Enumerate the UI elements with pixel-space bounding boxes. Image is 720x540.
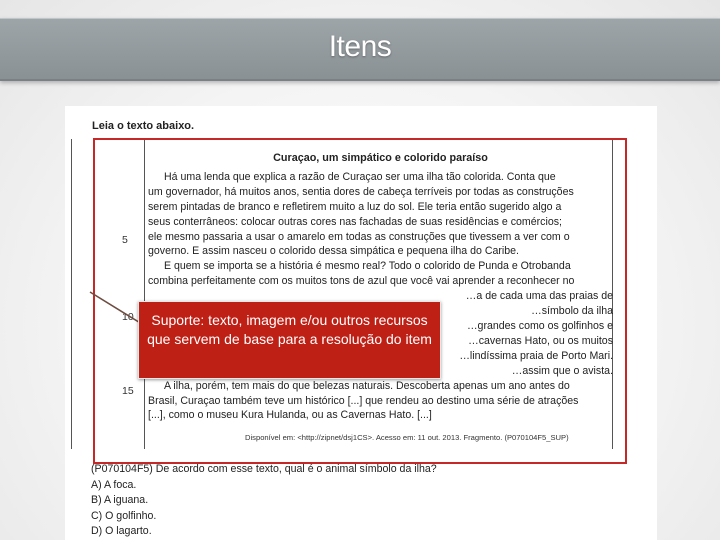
support-callout <box>138 301 441 379</box>
passage-line: ele mesmo passaria a usar o amarelo em todas as construções que tivessem a ver com o <box>148 230 570 243</box>
answer-option-c: C) O golfinho. <box>91 509 157 522</box>
question-stem: (P070104F5) De acordo com esse texto, qual é o animal símbolo da ilha? <box>91 463 437 475</box>
passage-line-partial: …a de cada uma das praias de <box>465 290 613 303</box>
answer-option-a: A) A foca. <box>91 478 137 491</box>
passage-line: combina perfeitamente com os muitos tons de azul que você vai aprender a reconhecer no <box>148 275 575 288</box>
callout-text: : texto, imagem e/ou outros recursos que servem de base para a resolução do item <box>147 312 432 347</box>
passage-line: um governador, há muitos anos, sentia dores de cabeça terríveis por todas as construções <box>148 185 574 198</box>
passage-line-partial: …grandes como os golfinhos e <box>466 319 613 332</box>
passage-line-partial: …símbolo da ilha <box>531 305 613 318</box>
passage-line: Há uma lenda que explica a razão de Curaçao ser uma ilha tão colorida. Conta que <box>164 170 556 183</box>
instruction-text: Leia o texto abaixo. <box>92 120 195 132</box>
passage-title: Curaçao, um simpático e colorido paraíso <box>273 152 488 164</box>
line-number: 15 <box>122 385 134 397</box>
passage-line: Brasil, Curaçao também teve um histórico [...] que rendeu ao destino uma série de atrações <box>148 394 579 407</box>
source-citation: Disponível em: <http://zipnet/dsj1CS>. Acesso em: 11 out. 2013. Fragmento. (P070104F5_SUP) <box>245 433 569 442</box>
question-block <box>91 462 437 540</box>
callout-label: Suporte <box>151 312 201 328</box>
answer-option-b: B) A iguana. <box>91 494 149 506</box>
answer-option-d: D) O lagarto. <box>91 525 152 537</box>
line-number: 10 <box>122 311 134 323</box>
passage-line: governo. E assim nasceu o colorido dessa simpática e pequena ilha do Caribe. <box>148 245 519 258</box>
slide-title: Itens <box>328 30 392 63</box>
passage-line: [...], como o museu Kura Hulanda, ou as Cavernas Hato. [...] <box>148 409 432 422</box>
passage-line: E quem se importa se a história é mesmo real? Todo o colorido de Punda e Otrobanda <box>164 260 571 273</box>
passage-line: A ilha, porém, tem mais do que belezas naturais. Descoberta apenas um ano antes do <box>164 379 570 392</box>
passage-line-partial: …lindíssima praia de Porto Mari. <box>459 349 613 362</box>
line-number: 5 <box>122 234 128 246</box>
passage-line: serem pintadas de branco e refletirem muito a luz do sol. Ele teria então sugerido algo a <box>148 200 562 213</box>
passage-line-partial: …cavernas Hato, ou os muitos <box>468 334 613 347</box>
passage-line-partial: …assim que o avista. <box>511 364 613 377</box>
passage-line: seus conterrâneos: colocar outras cores nas fachadas de suas residências e comércios; <box>148 215 562 228</box>
